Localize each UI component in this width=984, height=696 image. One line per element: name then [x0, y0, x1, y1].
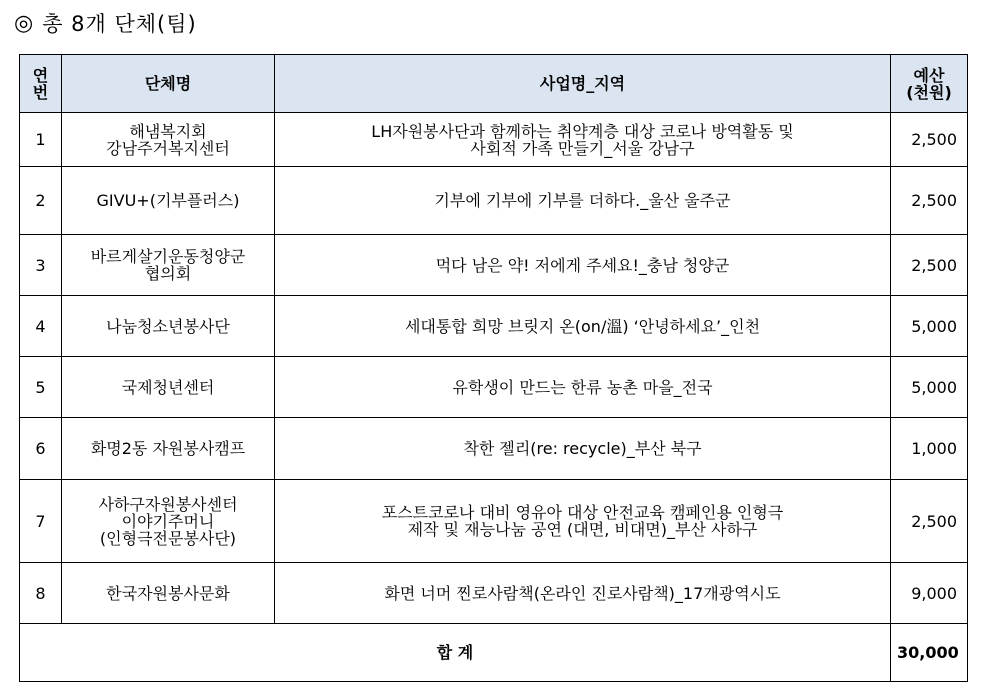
double-circle-bullet-icon: ◎	[14, 10, 35, 36]
row-budget: 2,500	[891, 235, 968, 296]
row-no: 5	[20, 357, 62, 418]
row-project: 착한 젤리(re: recycle)_부산 북구	[275, 418, 891, 480]
table-row	[20, 480, 968, 563]
row-project: 세대통합 희망 브릿지 온(on/溫) ‘안녕하세요’_인천	[275, 296, 891, 357]
row-budget: 9,000	[891, 563, 968, 624]
row-no: 2	[20, 167, 62, 235]
row-project: 먹다 남은 약! 저에게 주세요!_충남 청양군	[275, 235, 891, 296]
row-project: 유학생이 만드는 한류 농촌 마을_전국	[275, 357, 891, 418]
table-row	[20, 563, 968, 624]
total-label: 합 계	[20, 624, 891, 682]
table-row	[20, 235, 968, 296]
table-row	[20, 357, 968, 418]
row-org: 바르게살기운동청양군 협의회	[62, 235, 275, 296]
row-no: 4	[20, 296, 62, 357]
row-org: GIVU+(기부플러스)	[62, 167, 275, 235]
row-project: 화면 너머 찐로사람책(온라인 진로사람책)_17개광역시도	[275, 563, 891, 624]
table-row	[20, 167, 968, 235]
table-row	[20, 113, 968, 167]
row-budget: 2,500	[891, 480, 968, 563]
row-org: 한국자원봉사문화	[62, 563, 275, 624]
header-no: 연 번	[20, 55, 62, 113]
row-no: 8	[20, 563, 62, 624]
row-org: 화명2동 자원봉사캠프	[62, 418, 275, 480]
row-project: 기부에 기부에 기부를 더하다._울산 울주군	[275, 167, 891, 235]
row-org: 사하구자원봉사센터 이야기주머니 (인형극전문봉사단)	[62, 480, 275, 563]
row-no: 3	[20, 235, 62, 296]
table-row	[20, 418, 968, 480]
row-no: 7	[20, 480, 62, 563]
header-org: 단체명	[62, 55, 275, 113]
row-budget: 2,500	[891, 113, 968, 167]
row-no: 1	[20, 113, 62, 167]
row-budget: 5,000	[891, 296, 968, 357]
row-org: 나눔청소년봉사단	[62, 296, 275, 357]
header-budget: 예산 (천원)	[891, 55, 968, 113]
table-row	[20, 296, 968, 357]
row-no: 6	[20, 418, 62, 480]
row-project: 포스트코로나 대비 영유아 대상 안전교육 캠페인용 인형극 제작 및 재능나눔 공연 (대면, 비대면)_부산 사하구	[275, 480, 891, 563]
row-budget: 5,000	[891, 357, 968, 418]
row-org: 국제청년센터	[62, 357, 275, 418]
row-budget: 1,000	[891, 418, 968, 480]
row-org: 해냄복지회 강남주거복지센터	[62, 113, 275, 167]
total-row	[20, 624, 968, 682]
page-title	[14, 8, 197, 38]
table-header-row	[20, 55, 968, 113]
header-project: 사업명_지역	[275, 55, 891, 113]
total-budget: 30,000	[891, 624, 968, 682]
title-text: 총 8개 단체(팀)	[42, 12, 197, 36]
row-budget: 2,500	[891, 167, 968, 235]
organization-table	[19, 54, 968, 682]
row-project: LH자원봉사단과 함께하는 취약계층 대상 코로나 방역활동 및 사회적 가족 만들기_서울 강남구	[275, 113, 891, 167]
